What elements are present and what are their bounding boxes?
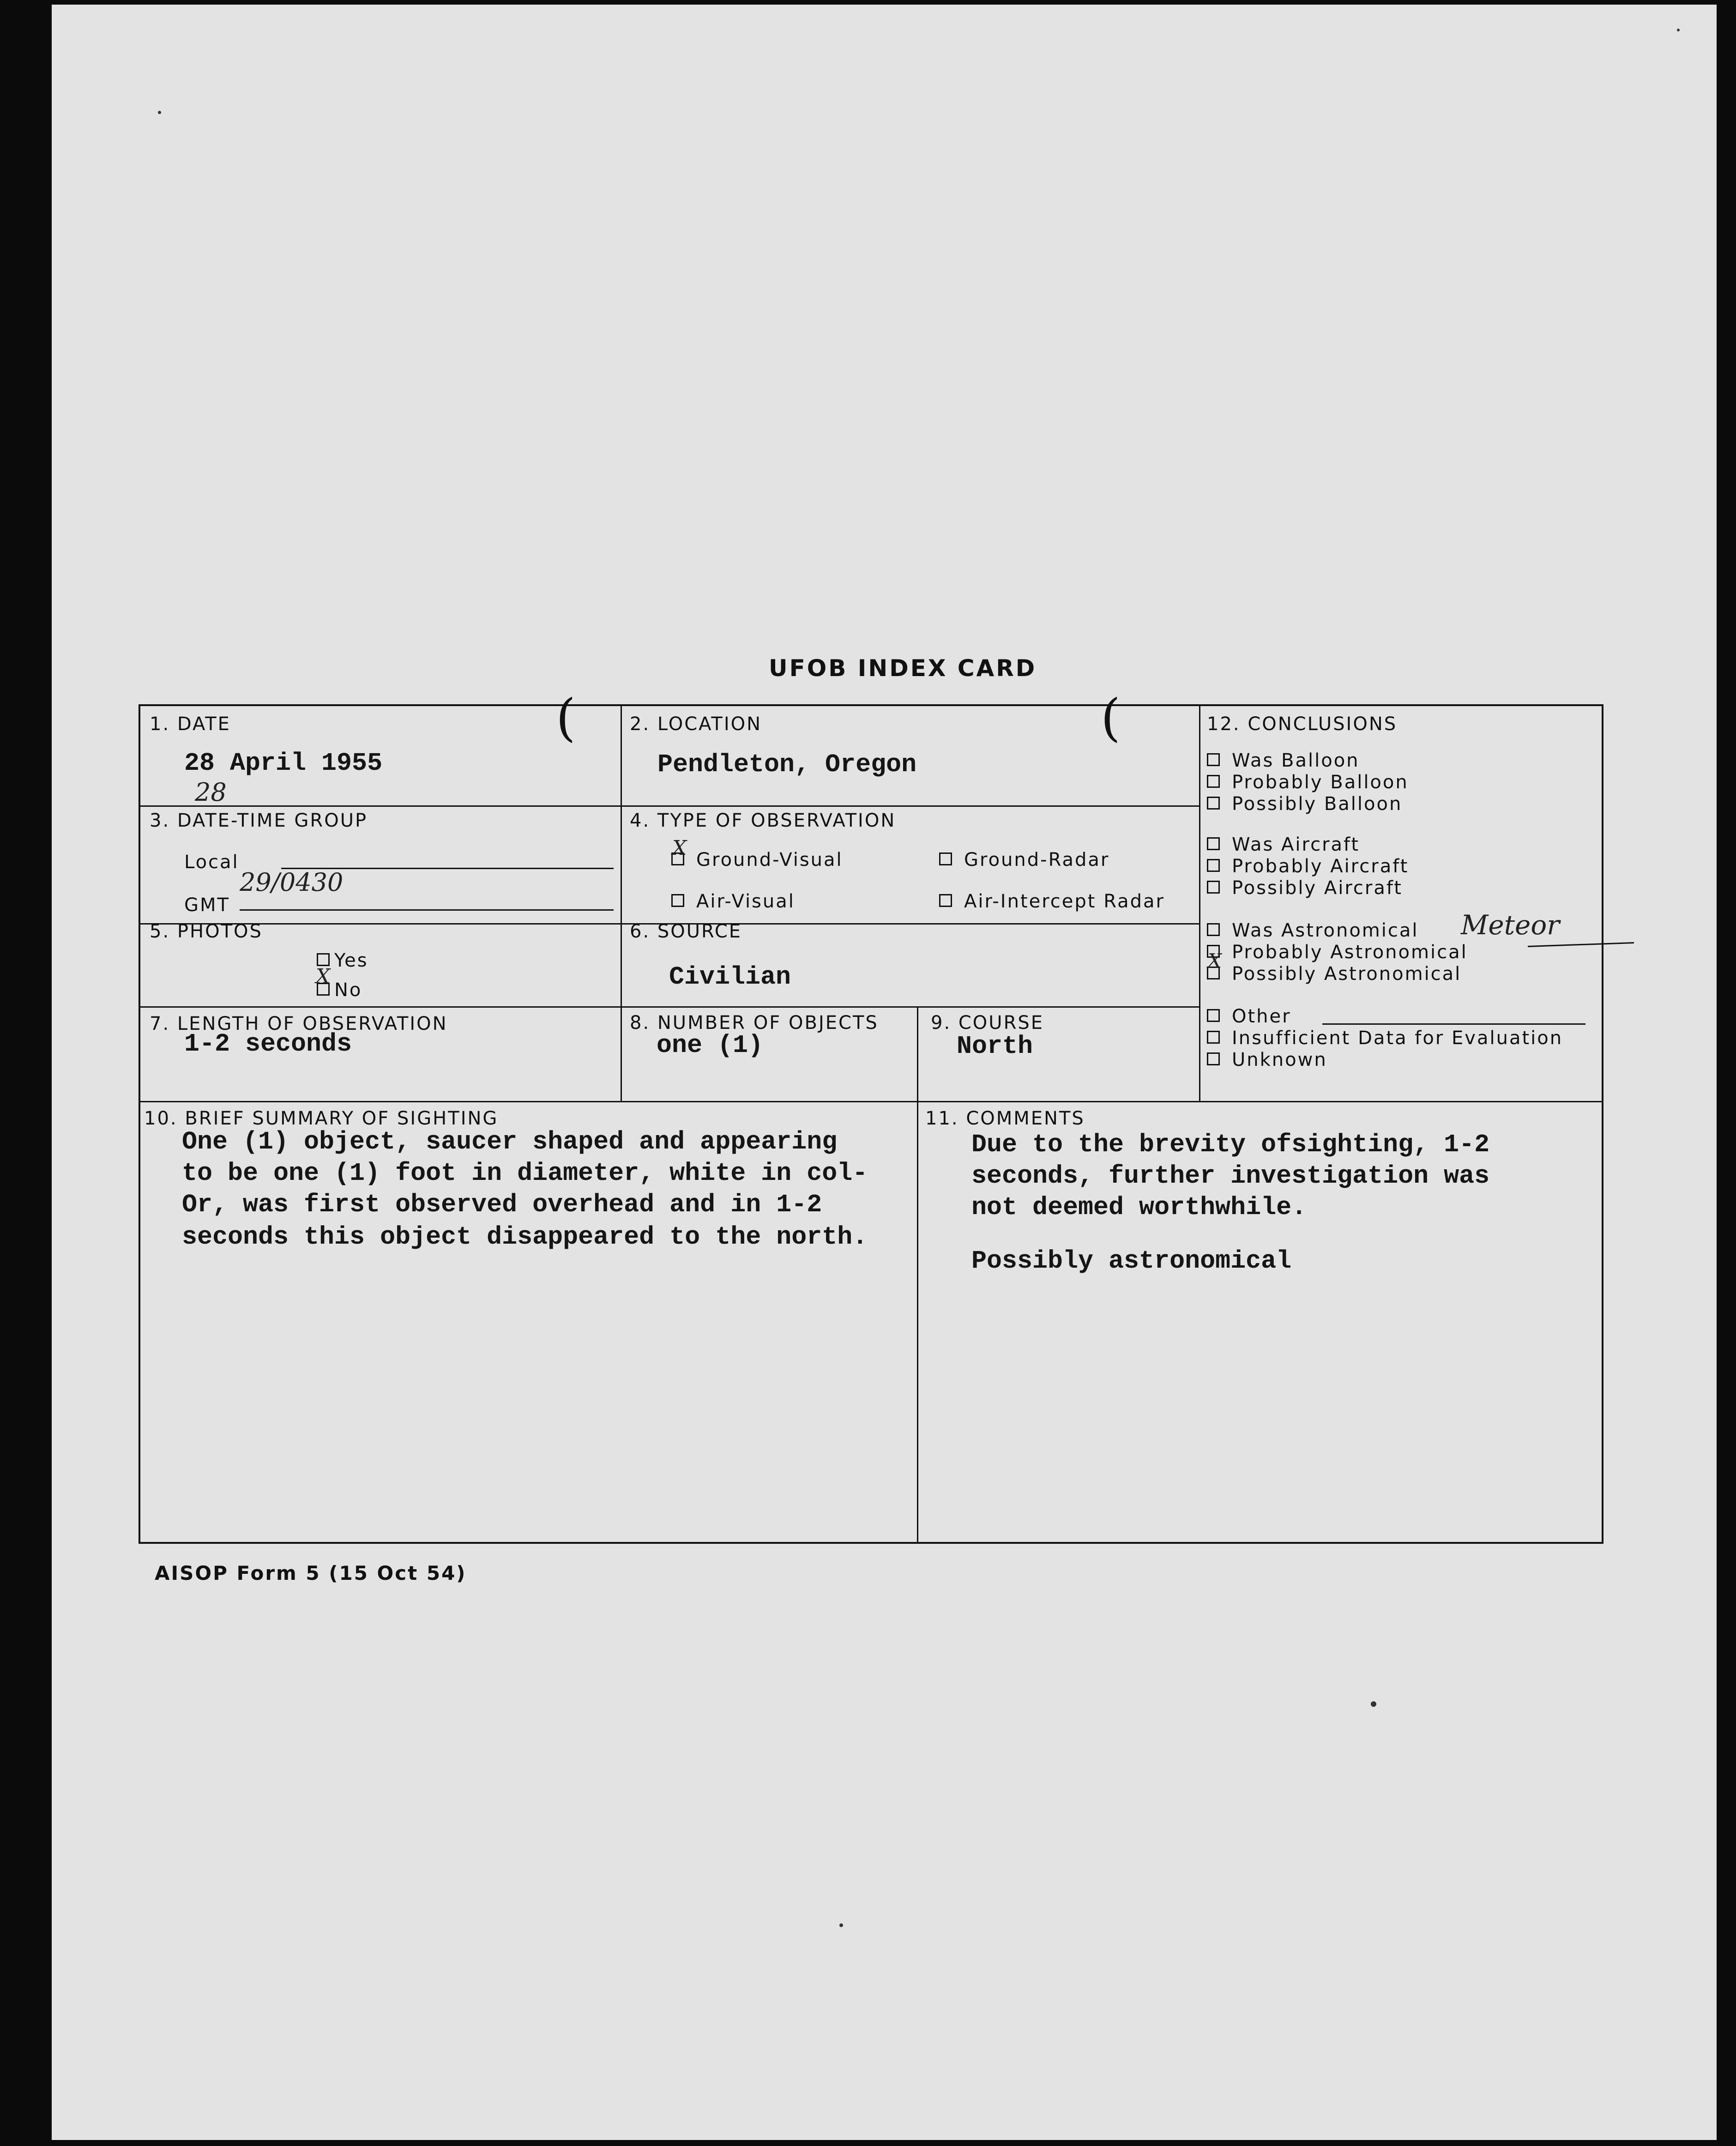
form-number: AISOP Form 5 xyxy=(155,1562,321,1584)
summary-line: to be one (1) foot in diameter, white in col- xyxy=(182,1159,868,1188)
photos-no-check-mark: X xyxy=(316,965,331,988)
length-of-observation-value: 1-2 seconds xyxy=(184,1029,352,1058)
length-of-observation-label: 7. LENGTH OF OBSERVATION xyxy=(150,1013,448,1034)
conclusion-possibly-astronomical[interactable]: Possibly Astronomical xyxy=(1207,963,1461,985)
date-label: 1. DATE xyxy=(150,713,231,735)
possibly-astronomical-check-mark: X xyxy=(1208,949,1222,972)
date-value: 28 April 1955 xyxy=(184,749,383,778)
option-photos-yes[interactable]: Yes xyxy=(317,950,368,971)
summary-line: Or, was first observed overhead and in 1-2 xyxy=(182,1190,822,1219)
location-label: 2. LOCATION xyxy=(630,713,762,735)
card-title: UFOB INDEX CARD xyxy=(769,655,1037,682)
checkbox[interactable] xyxy=(1207,775,1220,788)
checkbox[interactable] xyxy=(1207,1031,1220,1044)
ufob-index-card: ( ( 1. DATE 28 April 1955 28 2. LOCATION Pendleton, Oregon 3. DATE-TIME GROUP Local 29/0430 GMT 4. TYPE OF OBSERVATION Ground-Visual X Ground-Radar Air-Visual Air-Intercept Radar 5. PHOTOS Yes No X 6. SOURCE Civilian 7. LENGTH OF OBSERVATION 1-2 seconds 8. NUMBER OF OBJECTS one (1) 9. COURSE North 10. BRIEF SUMMARY OF SIGHTING One (1) object, saucer shaped and appearing to be one (1) foot in diameter, white in col- Or, was first observed overhead and in 1-2 seconds this object disappeared to the north. 11. COMMENTS Due to the brevity ofsighting, 1-2 seconds, further investigation was not deemed worthwhile. Possibly astronomical 12. CONCLUSIONS Was Balloon Probably Balloon Possibly Balloon Was Aircraft Probably Aircraft Possibly Aircraft Was Astronomical Probably Astronomical Possibly Astronomical X Other Insufficient Data for Evaluation Unknown Meteor xyxy=(139,704,1603,1544)
option-air-visual[interactable]: Air-Visual xyxy=(671,891,795,912)
course-value: North xyxy=(957,1032,1033,1061)
comments-line: Due to the brevity ofsighting, 1-2 xyxy=(971,1130,1490,1159)
summary-line: One (1) object, saucer shaped and appearing xyxy=(182,1127,838,1156)
conclusions-label: 12. CONCLUSIONS xyxy=(1207,713,1398,735)
number-of-objects-label: 8. NUMBER OF OBJECTS xyxy=(630,1012,879,1034)
location-value: Pendleton, Oregon xyxy=(657,750,917,779)
checkbox[interactable] xyxy=(1207,859,1220,872)
option-ground-radar[interactable]: Ground-Radar xyxy=(939,849,1109,870)
option-ground-visual[interactable]: Ground-Visual xyxy=(671,849,843,870)
conclusion-probably-balloon[interactable]: Probably Balloon xyxy=(1207,772,1409,793)
comments-line: not deemed worthwhile. xyxy=(971,1193,1307,1222)
comments-line: seconds, further investigation was xyxy=(971,1161,1490,1191)
checkbox[interactable] xyxy=(939,852,952,865)
course-label: 9. COURSE xyxy=(931,1012,1044,1034)
conclusion-was-balloon[interactable]: Was Balloon xyxy=(1207,750,1360,771)
option-air-intercept-radar[interactable]: Air-Intercept Radar xyxy=(939,891,1165,912)
date-time-group-label: 3. DATE-TIME GROUP xyxy=(150,810,368,831)
summary-label: 10. BRIEF SUMMARY OF SIGHTING xyxy=(144,1108,499,1129)
conclusion-possibly-balloon[interactable]: Possibly Balloon xyxy=(1207,793,1402,815)
source-value: Civilian xyxy=(669,962,791,991)
photos-label: 5. PHOTOS xyxy=(150,921,263,942)
option-photos-no[interactable]: No xyxy=(317,979,362,1001)
gmt-label: GMT xyxy=(184,895,230,916)
conclusion-possibly-aircraft[interactable]: Possibly Aircraft xyxy=(1207,877,1403,899)
checkbox[interactable] xyxy=(1207,753,1220,766)
checkbox[interactable] xyxy=(939,894,952,907)
ground-visual-check-mark: X xyxy=(672,836,687,860)
checkbox[interactable] xyxy=(1207,837,1220,850)
source-label: 6. SOURCE xyxy=(630,921,742,942)
conclusion-was-aircraft[interactable]: Was Aircraft xyxy=(1207,834,1360,855)
checkbox[interactable] xyxy=(1207,1009,1220,1022)
checkbox[interactable] xyxy=(671,894,684,907)
type-of-observation-label: 4. TYPE OF OBSERVATION xyxy=(630,810,896,831)
checkbox[interactable] xyxy=(1207,923,1220,936)
handwritten-meteor-note: Meteor xyxy=(1461,909,1560,941)
local-label: Local xyxy=(184,852,239,873)
date-handwritten-correction: 28 xyxy=(195,778,227,807)
checkbox[interactable] xyxy=(1207,1052,1220,1065)
checkbox[interactable] xyxy=(1207,797,1220,810)
number-of-objects-value: one (1) xyxy=(657,1031,764,1060)
form-date: (15 Oct 54) xyxy=(329,1562,467,1584)
conclusion-insufficient-data[interactable]: Insufficient Data for Evaluation xyxy=(1207,1028,1563,1049)
conclusion-unknown[interactable]: Unknown xyxy=(1207,1049,1327,1070)
checkbox[interactable] xyxy=(317,953,330,966)
conclusion-probably-astronomical[interactable]: Probably Astronomical xyxy=(1207,942,1468,963)
checkbox[interactable] xyxy=(1207,881,1220,894)
conclusion-other[interactable]: Other xyxy=(1207,1006,1291,1027)
comments-label: 11. COMMENTS xyxy=(925,1108,1085,1129)
conclusion-was-astronomical[interactable]: Was Astronomical xyxy=(1207,920,1419,941)
conclusion-probably-aircraft[interactable]: Probably Aircraft xyxy=(1207,856,1409,877)
form-footer xyxy=(155,1562,467,1584)
summary-line: seconds this object disappeared to the north. xyxy=(182,1222,868,1251)
comments-conclusion: Possibly astronomical xyxy=(971,1246,1292,1276)
date-time-group-value: 29/0430 xyxy=(240,868,344,897)
